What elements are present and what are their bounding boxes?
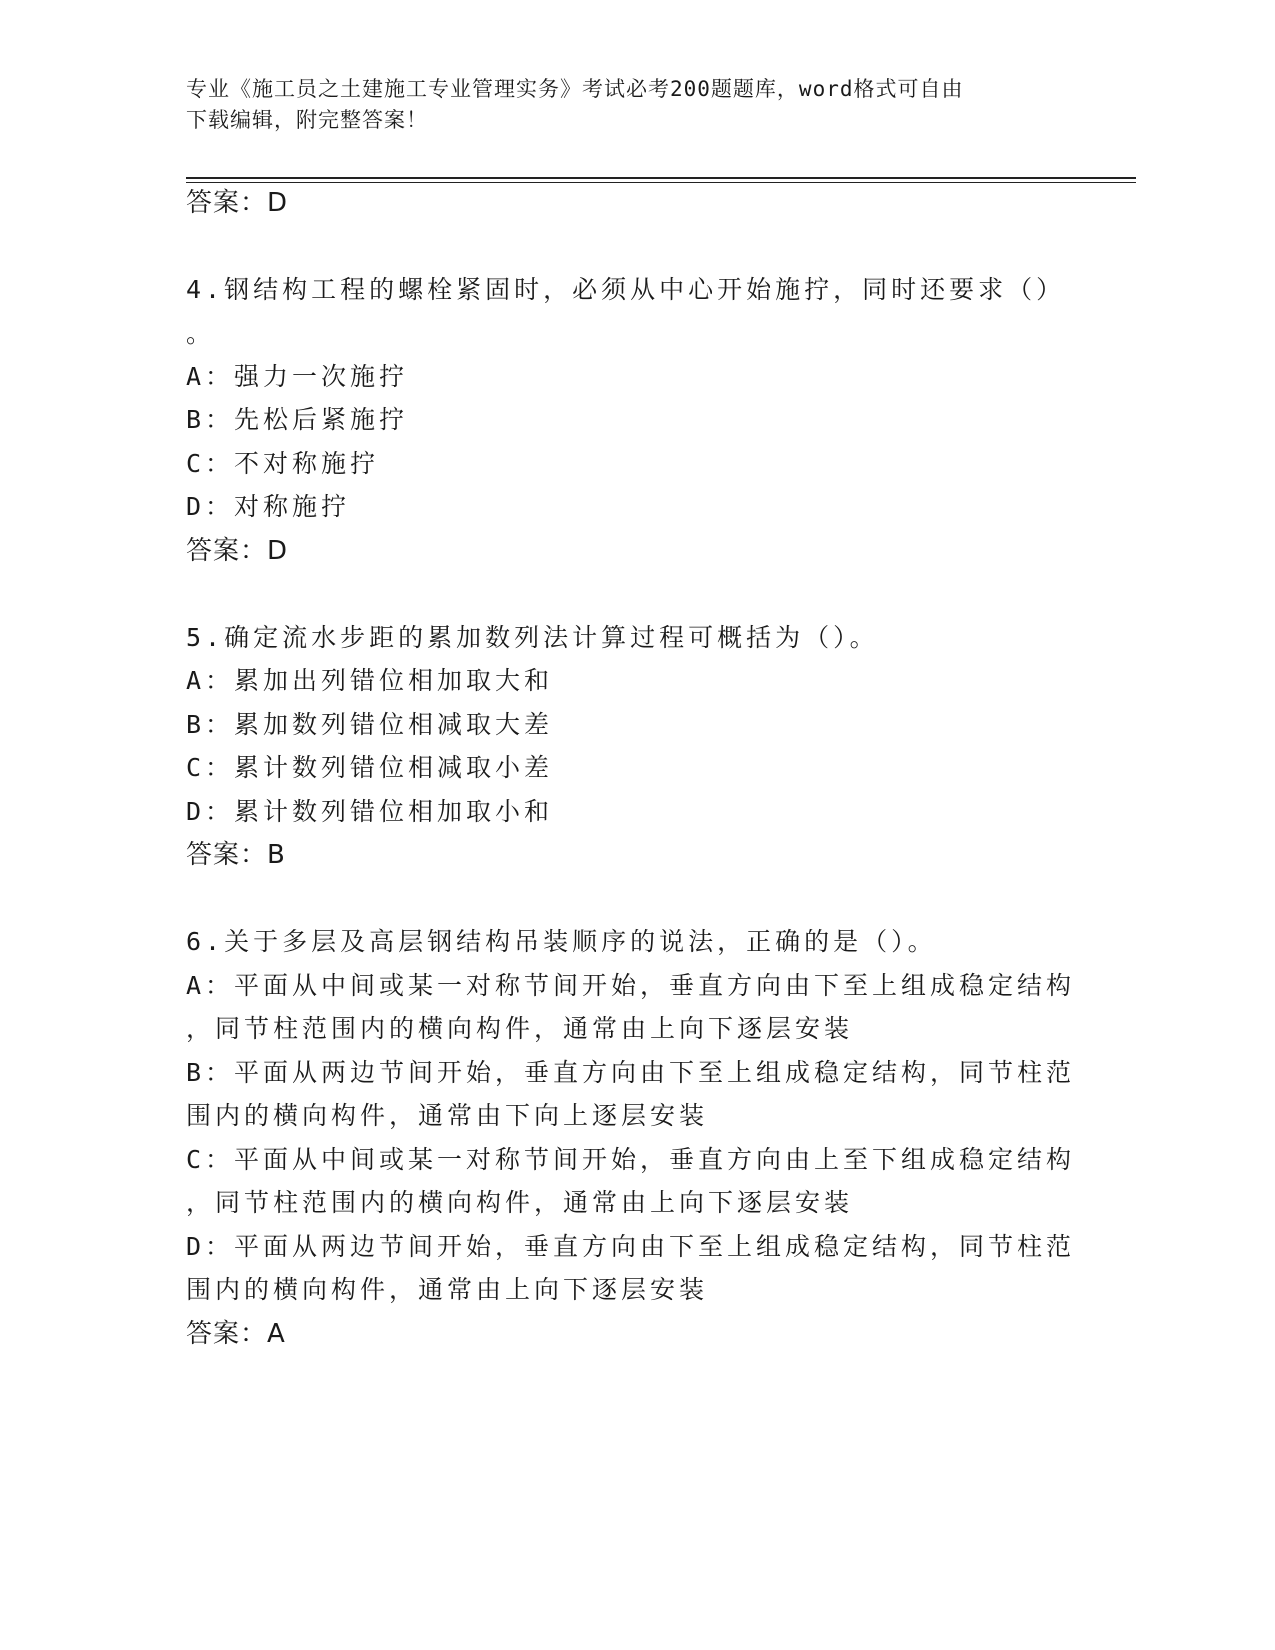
q4-option-a: A：强力一次施拧 xyxy=(186,362,409,391)
q6-option-a-line-1: A：平面从中间或某一对称节间开始，垂直方向由下至上组成稳定结构 xyxy=(186,971,1076,1000)
q4-option-d: D：对称施拧 xyxy=(186,492,351,521)
q6-stem: 6.关于多层及高层钢结构吊装顺序的说法，正确的是（）。 xyxy=(186,927,937,956)
q4-option-b: B：先松后紧施拧 xyxy=(186,405,409,434)
q6-option-b-line-2: 围内的横向构件，通常由下向上逐层安装 xyxy=(186,1101,709,1130)
q5-answer: 答案：B xyxy=(186,840,286,870)
answer-q3: 答案：D xyxy=(186,188,289,218)
q5-option-b: B：累加数列错位相减取大差 xyxy=(186,710,554,739)
q5-stem: 5.确定流水步距的累加数列法计算过程可概括为（）。 xyxy=(186,623,879,652)
q5-option-d: D：累计数列错位相加取小和 xyxy=(186,797,554,826)
document-header xyxy=(186,74,1056,136)
header-line-1: 专业《施工员之土建施工专业管理实务》考试必考200题题库，word格式可自由 xyxy=(186,77,964,101)
q6-option-c-line-1: C：平面从中间或某一对称节间开始，垂直方向由上至下组成稳定结构 xyxy=(186,1145,1076,1174)
q4-option-c: C：不对称施拧 xyxy=(186,449,380,478)
header-line-2: 下载编辑，附完整答案！ xyxy=(186,108,428,132)
q5-option-a: A：累加出列错位相加取大和 xyxy=(186,666,554,695)
q6-option-d-line-2: 围内的横向构件，通常由上向下逐层安装 xyxy=(186,1275,709,1304)
header-divider xyxy=(186,177,1136,179)
q6-option-d-line-1: D：平面从两边节间开始，垂直方向由下至上组成稳定结构，同节柱范 xyxy=(186,1232,1076,1261)
q4-stem-line-2: 。 xyxy=(186,319,216,348)
q6-option-c-line-2: ，同节柱范围内的横向构件，通常由上向下逐层安装 xyxy=(186,1188,854,1217)
q5-option-c: C：累计数列错位相减取小差 xyxy=(186,753,554,782)
q6-answer: 答案：A xyxy=(186,1319,286,1349)
q4-answer: 答案：D xyxy=(186,536,289,566)
q4-stem-line-1: 4.钢结构工程的螺栓紧固时，必须从中心开始施拧，同时还要求（） xyxy=(186,275,1066,304)
header-divider-thin xyxy=(186,182,1136,183)
q6-option-a-line-2: ，同节柱范围内的横向构件，通常由上向下逐层安装 xyxy=(186,1014,854,1043)
q6-option-b-line-1: B：平面从两边节间开始，垂直方向由下至上组成稳定结构，同节柱范 xyxy=(186,1058,1076,1087)
